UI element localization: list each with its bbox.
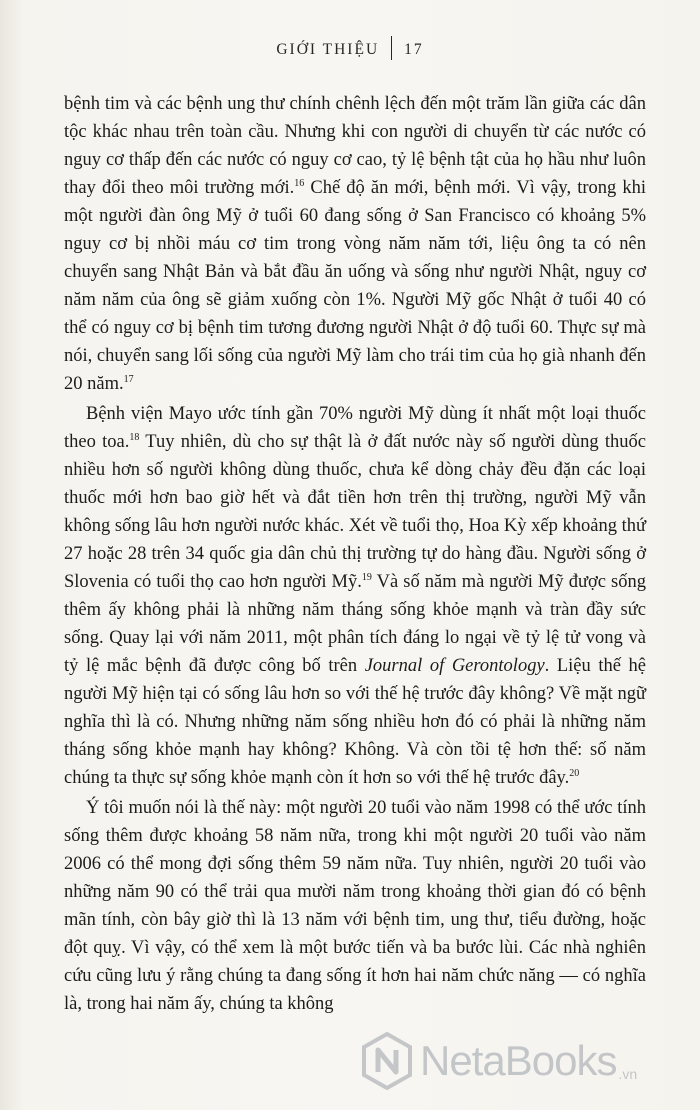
running-header bbox=[0, 36, 700, 60]
paragraph-2-part-3: Và số năm mà người Mỹ được sống thêm ấy không phải là những năm tháng sống khỏe mạnh và tràn đầy sức sống. Quay lại với năm 2011, một phân tích đáng lo ngại về tỷ lệ tử vong và tỷ lệ mắc bệnh đã được công bố trên bbox=[64, 572, 646, 676]
header-divider bbox=[391, 36, 392, 60]
paragraph-3-part-1: Ý tôi muốn nói là thế này: một người 20 tuổi vào năm 1998 có thể ước tính sống thêm được khoảng 58 năm nữa, trong khi một người 20 tuổi vào năm 2006 có thể mong đợi sống thêm 59 năm nữa. Tuy nhiên, người 20 tuổi vào những năm 90 có thể trải qua mười năm trong khoảng thời gian đó có bệnh mãn tính, còn bây giờ thì là 13 năm với bệnh tim, ung thư, tiểu đường, hoặc đột quỵ. Vì vậy, có thể xem là một bước tiến và ba bước lùi. Các nhà nghiên cứu cũng lưu ý rằng chúng ta đang sống ít hơn hai năm chức năng — có nghĩa là, trong hai năm ấy, chúng ta không bbox=[64, 798, 646, 1014]
paragraph-2 bbox=[64, 400, 646, 792]
paragraph-1 bbox=[64, 90, 646, 398]
footnote-ref-17: 17 bbox=[123, 374, 134, 385]
chapter-title: GIỚI THIỆU bbox=[276, 41, 380, 58]
journal-title: Journal of Gerontology bbox=[364, 656, 545, 676]
footnote-ref-18: 18 bbox=[129, 432, 140, 443]
paragraph-2-part-4: . Liệu thế hệ người Mỹ hiện tại có sống lâu hơn so với thế hệ trước đây không? Về mặt ngữ nghĩa thì là có. Nhưng những năm sống nhiều hơn đó có phải là những năm tháng sống khỏe mạnh hay không? Không. Và còn tồi tệ hơn thế: số năm chúng ta thực sự sống khỏe mạnh còn ít hơn so với thế hệ trước đây. bbox=[64, 656, 646, 788]
watermark-name: NetaBooks bbox=[420, 1037, 617, 1084]
footnote-ref-20: 20 bbox=[569, 768, 580, 779]
paragraph-1-part-1: bệnh tim và các bệnh ung thư chính chênh lệch đến một trăm lần giữa các dân tộc khác nhau trên toàn cầu. Nhưng khi con người di chuyển từ các nước có nguy cơ thấp đến các nước có nguy cơ cao, tỷ lệ bệnh tật của họ hầu như luôn thay đổi theo môi trường mới. bbox=[64, 94, 646, 198]
netabooks-logo-icon bbox=[362, 1032, 412, 1090]
body-text bbox=[64, 90, 646, 1018]
footnote-ref-19: 19 bbox=[361, 572, 372, 583]
footnote-ref-16: 16 bbox=[294, 178, 305, 189]
paragraph-2-part-1: Bệnh viện Mayo ước tính gần 70% người Mỹ dùng ít nhất một loại thuốc theo toa. bbox=[64, 404, 646, 452]
page-number: 17 bbox=[404, 41, 424, 58]
paragraph-1-part-2: Chế độ ăn mới, bệnh mới. Vì vậy, trong khi một người đàn ông Mỹ ở tuổi 60 đang sống ở San Francisco có khoảng 5% nguy cơ bị nhồi máu cơ tim trong vòng năm năm tới, liệu ông ta có nên chuyển sang Nhật Bản và bắt đầu ăn uống và sống như người Nhật, nguy cơ năm năm của ông sẽ giảm xuống còn 1%. Người Mỹ gốc Nhật ở tuổi 40 có thể có nguy cơ bị bệnh tim tương đương người Nhật ở độ tuổi 60. Thực sự mà nói, chuyển sang lối sống của người Mỹ làm cho trái tim của họ già nhanh đến 20 năm. bbox=[64, 178, 646, 394]
paragraph-2-part-2: Tuy nhiên, dù cho sự thật là ở đất nước này số người dùng thuốc nhiều hơn số người không dùng thuốc, chưa kể dòng chảy đều đặn các loại thuốc mới hơn bao giờ hết và đắt tiền hơn trên thị trường, người Mỹ vẫn không sống lâu hơn người nước khác. Xét về tuổi thọ, Hoa Kỳ xếp khoảng thứ 27 hoặc 28 trên 34 quốc gia dân chủ thị trường tự do hàng đầu. Người sống ở Slovenia có tuổi thọ cao hơn người Mỹ. bbox=[64, 432, 646, 592]
paragraph-3 bbox=[64, 794, 646, 1018]
watermark-tld: .vn bbox=[618, 1066, 638, 1082]
publisher-watermark bbox=[362, 1026, 682, 1096]
